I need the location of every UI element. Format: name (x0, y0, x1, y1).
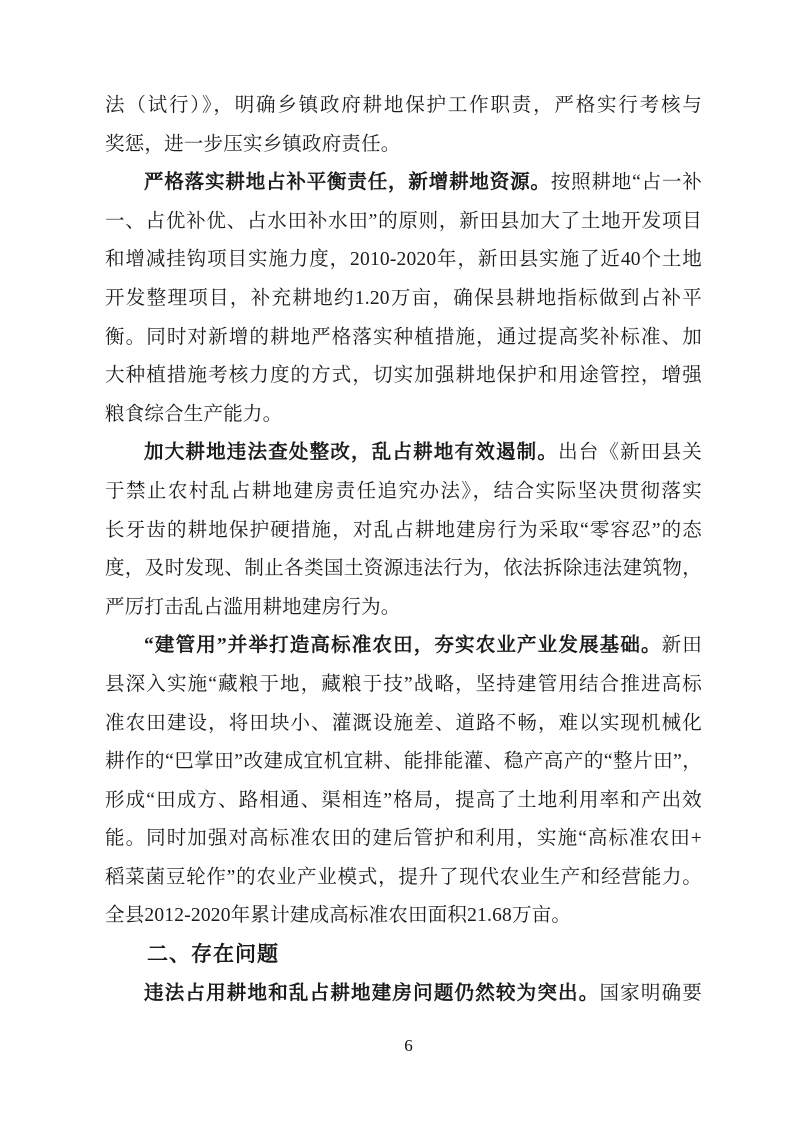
text-line (105, 705, 702, 744)
text-line (105, 280, 702, 319)
bold-text-run: “建管用”并举打造高标准农田，夯实农业产业发展基础。 (144, 635, 662, 657)
text-run: 衡。同时对新增的耕地严格落实种植措施，通过提高奖补标准、加 (105, 326, 702, 348)
bold-text-run: 严格落实耕地占补平衡责任，新增耕地资源。 (144, 172, 551, 194)
text-line (105, 396, 702, 435)
text-line (105, 859, 702, 898)
text-run: 国家明确要 (599, 982, 702, 1004)
text-line (105, 550, 702, 589)
bold-text-run: 加大耕地违法查处整改，乱占耕地有效遏制。 (144, 442, 559, 464)
document-body (105, 87, 702, 1013)
text-line (105, 975, 702, 1014)
text-run: 按照耕地“占一补 (550, 172, 702, 194)
text-run: 出台《新田县关 (558, 442, 702, 464)
text-line (105, 782, 702, 821)
section-heading (105, 936, 702, 975)
text-run: 能。同时加强对高标准农田的建后管护和利用，实施“高标准农田+ (105, 828, 702, 850)
text-line (105, 473, 702, 512)
text-line (105, 820, 702, 859)
text-run: 和增减挂钩项目实施力度，2010-2020年，新田县实施了近40个土地 (105, 249, 702, 271)
bold-text-run: 违法占用耕地和乱占耕地建房问题仍然较为突出。 (144, 982, 600, 1004)
text-run: 长牙齿的耕地保护硬措施，对乱占耕地建房行为采取“零容忍”的态 (105, 519, 702, 541)
text-run: 耕作的“巴掌田”改建成宜机宜耕、能排能灌、稳产高产的“整片田”， (105, 751, 702, 773)
bold-text-run: 二、存在问题 (147, 943, 279, 967)
text-run: 一、占优补优、占水田补水田”的原则，新田县加大了土地开发项目 (105, 210, 702, 232)
text-run: 法（试行）》，明确乡镇政府耕地保护工作职责，严格实行考核与 (105, 95, 702, 116)
text-run: 形成“田成方、路相通、渠相连”格局，提高了土地利用率和产出效 (105, 789, 702, 811)
text-run: 度，及时发现、制止各类国土资源违法行为，依法拆除违法建筑物， (105, 558, 702, 580)
text-run: 奖惩，进一步压实乡镇政府责任。 (105, 133, 401, 155)
text-line (105, 589, 702, 628)
text-line (105, 87, 702, 126)
text-line (105, 319, 702, 358)
text-run: 开发整理项目，补充耕地约1.20万亩，确保县耕地指标做到占补平 (105, 287, 702, 309)
text-run: 于禁止农村乱占耕地建房责任追究办法》，结合实际坚决贯彻落实 (105, 480, 702, 502)
text-line (105, 164, 702, 203)
text-line (105, 897, 702, 936)
text-line (105, 203, 702, 242)
text-line (105, 357, 702, 396)
text-line (105, 666, 702, 705)
text-run: 粮食综合生产能力。 (105, 403, 283, 425)
text-line (105, 241, 702, 280)
page-number: 6 (404, 1036, 413, 1055)
text-run: 新田 (661, 635, 702, 657)
text-line (105, 126, 702, 165)
text-line (105, 627, 702, 666)
text-line (105, 512, 702, 551)
text-run: 县深入实施“藏粮于地，藏粮于技”战略，坚持建管用结合推进高标 (105, 673, 702, 695)
text-run: 稻菜菌豆轮作”的农业产业模式，提升了现代农业生产和经营能力。 (105, 866, 702, 888)
text-run: 全县2012-2020年累计建成高标准农田面积21.68万亩。 (105, 905, 572, 927)
text-run: 严厉打击乱占滥用耕地建房行为。 (105, 596, 401, 618)
text-line (105, 434, 702, 473)
text-run: 准农田建设，将田块小、灌溉设施差、道路不畅，难以实现机械化 (105, 712, 702, 734)
text-run: 大种植措施考核力度的方式，切实加强耕地保护和用途管控，增强 (105, 365, 702, 387)
text-line (105, 743, 702, 782)
